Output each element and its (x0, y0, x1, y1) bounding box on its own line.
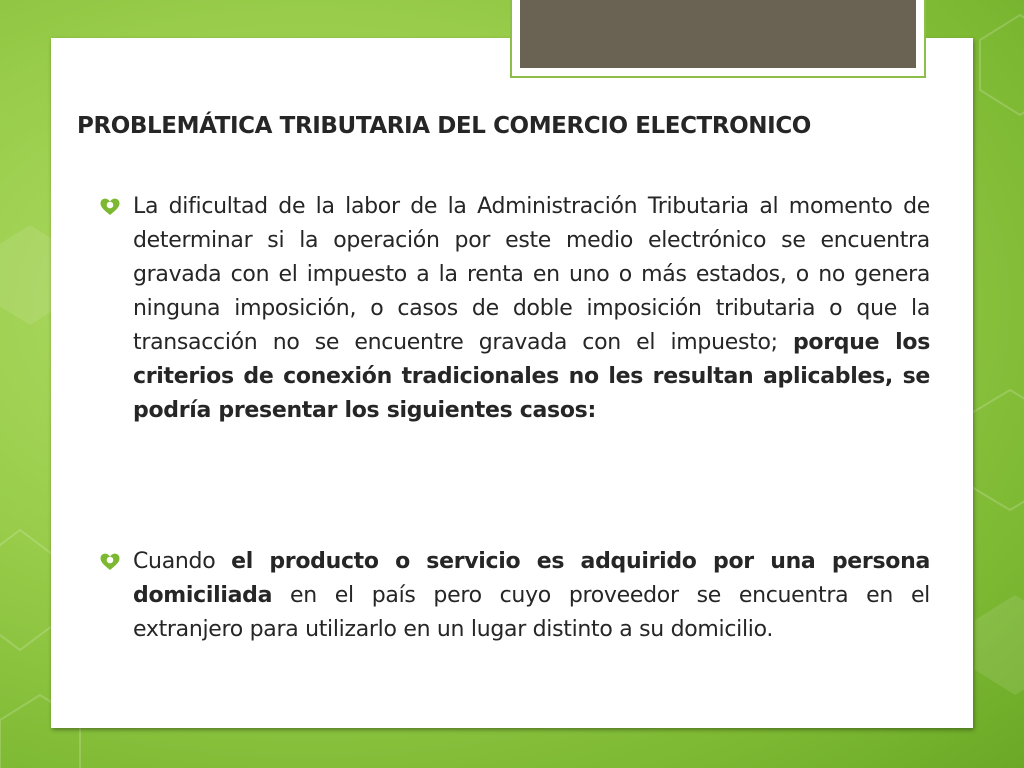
bullet-item-2 (100, 545, 930, 647)
title-placeholder-frame (510, 0, 926, 78)
bullet-2-part-3: en el país pero cuyo proveedor se encuentra en el extranjero para utilizarlo en un lugar distinto a su domicilio. (133, 583, 930, 642)
title-placeholder-block (520, 0, 916, 68)
bullet-text-1 (133, 190, 930, 428)
bullet-item-1 (100, 190, 930, 428)
bullet-icon (100, 198, 120, 216)
bullet-1-part-3: , se podría presentar los (133, 364, 930, 423)
bullet-text-2 (133, 545, 930, 647)
bullet-1-part-4: siguientes casos: (386, 398, 596, 423)
bullet-icon (100, 553, 120, 571)
slide-heading: PROBLEMÁTICA TRIBUTARIA DEL COMERCIO ELECTRONICO (77, 113, 811, 139)
bullet-1-part-2: porque los criterios de conexión tradicionales no les resultan aplicables (133, 330, 931, 389)
bullet-1-part-1: La dificultad de la labor de la Administración Tributaria al momento de determinar si la operación por este medio electrónico se encuentra gravada con el impuesto a la renta en uno o más estados, o no genera ninguna imposición, o casos de doble imposición tributaria o que la transacción no se encuentre gravada con el impuesto; (133, 194, 930, 355)
bullet-2-part-1: Cuando (133, 549, 232, 574)
bullet-2-part-2: el producto o servicio es adquirido por una persona domiciliada (133, 549, 930, 608)
